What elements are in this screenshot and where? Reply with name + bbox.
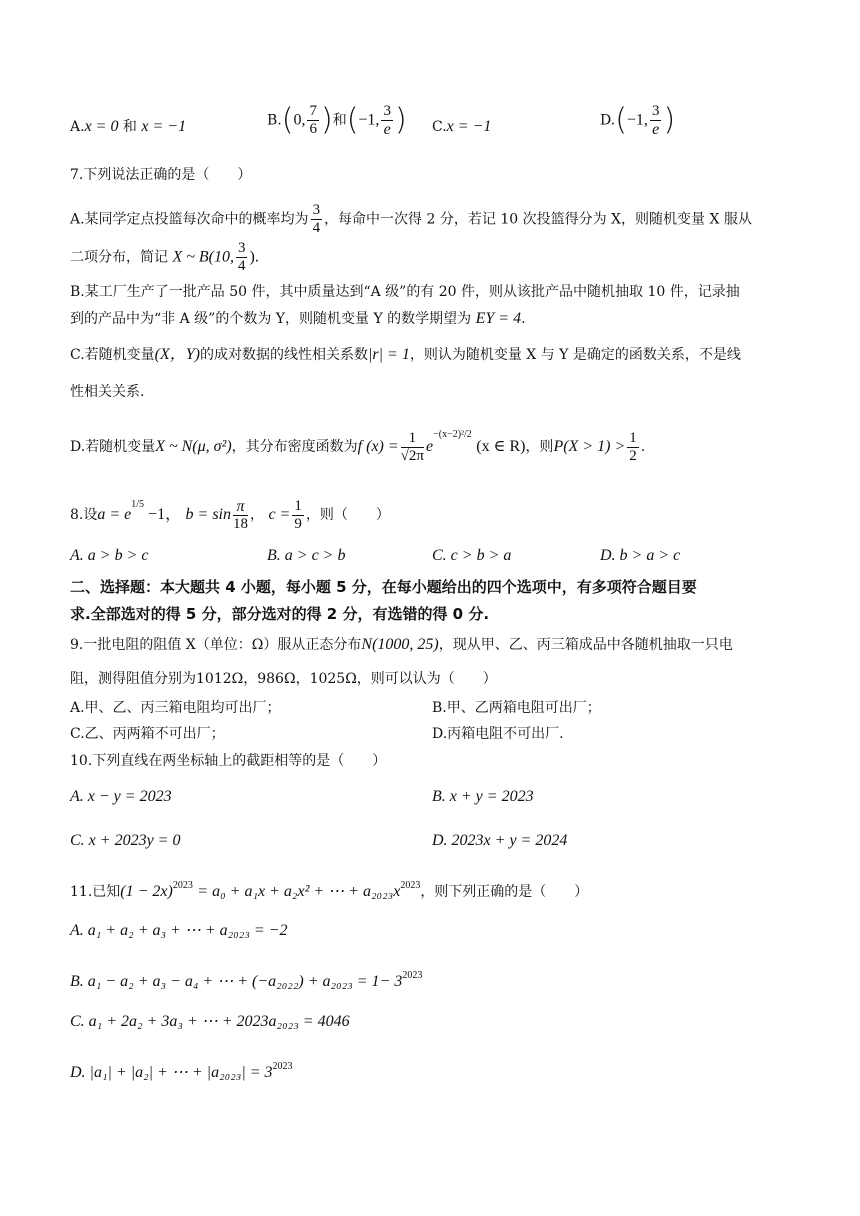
q7-a-pre: A.某同学定点投篮每次命中的概率均为 <box>70 211 309 228</box>
q7-d-exp: −(x−2)²/2 <box>433 429 472 440</box>
q11-lhs-exp: 2023 <box>172 880 193 891</box>
q6-d-label: D. <box>600 112 616 129</box>
q7-d-cond: (x ∈ R) <box>476 438 526 455</box>
q6-b-frac1 <box>307 103 319 138</box>
q7-c-math1: (X，Y) <box>154 346 201 363</box>
q8-post: ，则（ ） <box>305 507 390 523</box>
section-2-heading-line2: 求.全部选对的得 5 分，部分选对的得 2 分，有选错的得 0 分. <box>70 605 490 623</box>
q7-b2-pre: 到的产品中为“非 A 级”的个数为 Y，则随机变量 Y 的数学期望为 <box>70 311 472 327</box>
q7-d-frac <box>401 430 424 465</box>
q8-stem <box>70 496 390 533</box>
frac-num: 3 <box>383 103 391 119</box>
q7-stem: 7.下列说法正确的是（ ） <box>70 167 252 183</box>
q6-option-c <box>432 118 491 136</box>
frac-num: 7 <box>309 103 317 119</box>
q8-option-c: C. c > b > a <box>432 547 512 564</box>
q6-option-a <box>70 118 186 136</box>
q11-stem <box>70 877 588 901</box>
frac-num: π <box>233 498 248 516</box>
q6-a-join: 和 <box>122 119 137 135</box>
paren-close: ) <box>394 102 407 138</box>
q7-d-mid: ，其分布密度函数为 <box>231 439 358 455</box>
frac-num: 3 <box>312 202 321 218</box>
q8-a-def: a = e <box>97 506 132 523</box>
q9-option-a: A.甲、乙、丙三箱电阻均可出厂； <box>70 700 281 716</box>
q10-option-b: B. x + y = 2023 <box>432 788 534 805</box>
q6-d-frac <box>650 103 662 138</box>
q7-b2-math: EY = 4 <box>475 310 522 327</box>
frac-den: e <box>652 121 660 138</box>
frac-den: 9 <box>294 515 302 532</box>
frac-den: 4 <box>312 220 321 236</box>
q6-d-first: −1, <box>626 111 648 129</box>
paren-open: ( <box>615 102 627 138</box>
frac-num: 1 <box>629 429 637 446</box>
q7-c-math2: |r| = 1 <box>368 346 410 363</box>
frac-den: 6 <box>309 121 317 137</box>
q7-option-d <box>70 426 645 465</box>
q6-a-math2: x = −1 <box>141 118 187 135</box>
q7-option-a-line1 <box>70 202 752 237</box>
q8-option-a: A. a > b > c <box>70 547 149 564</box>
q11-lhs: (1 − 2x) <box>120 883 173 900</box>
q7-a2-frac <box>236 240 248 275</box>
q11-d-text: D. |a₁| + |a₂| + ⋯ + |a₂₀₂₃| = 3 <box>70 1064 273 1081</box>
q6-c-math: x = −1 <box>446 118 492 135</box>
q7-d-end: . <box>640 439 646 455</box>
q9-option-d: D.丙箱电阻不可出厂. <box>432 726 564 742</box>
q9-post: ，现从甲、乙、丙三箱成品中各随机抽取一只电 <box>438 637 733 653</box>
q6-option-b <box>267 103 407 138</box>
q6-b-p1: 0, <box>293 111 306 129</box>
frac-den: 18 <box>233 515 248 532</box>
q7-d-math2: P(X > 1) > <box>553 438 626 455</box>
q8-c-def: c = <box>268 506 291 523</box>
q11-option-d <box>70 1058 293 1082</box>
q7-d-pre: D.若随机变量 <box>70 439 156 455</box>
q8-b-def: b = sin <box>185 506 231 523</box>
q11-rhs-exp: 2023 <box>400 880 421 891</box>
q6-b-join: 和 <box>332 112 347 129</box>
q10-option-a: A. x − y = 2023 <box>70 788 172 805</box>
q7-option-b-line2 <box>70 310 526 328</box>
q7-a2-math: X ~ B(10, <box>172 248 234 266</box>
q10-option-d: D. 2023x + y = 2024 <box>432 832 568 849</box>
q7-c-post: ，则认为随机变量 X 与 Y 是确定的函数关系，不是线 <box>409 347 741 363</box>
q8-a-exp: 1/5 <box>131 499 145 510</box>
q7-d-frac2 <box>627 430 639 465</box>
q6-option-d <box>600 103 675 138</box>
q9-option-c: C.乙、丙两箱不可出厂； <box>70 726 225 742</box>
frac-num: 3 <box>651 103 660 119</box>
frac-num: 1 <box>294 497 302 514</box>
q11-d-exp: 2023 <box>272 1061 293 1072</box>
q11-option-b <box>70 967 422 991</box>
q10-stem: 10.下列直线在两坐标轴上的截距相等的是（ ） <box>70 753 387 769</box>
q6-b-p2: −1, <box>358 111 380 129</box>
frac-den: √2π <box>400 447 424 464</box>
q7-a2-close: ). <box>249 248 259 266</box>
q7-option-a-line2 <box>70 240 259 275</box>
q6-b-frac2 <box>381 103 393 138</box>
q6-b-label: B. <box>267 112 282 129</box>
q11-pre: 11.已知 <box>70 884 121 900</box>
q7-d-fx: f (x) = <box>357 438 399 455</box>
q6-a-label: A. <box>70 119 85 135</box>
frac-den: 2 <box>629 447 637 464</box>
q9-math: N(1000, 25) <box>361 636 439 653</box>
q11-option-c: C. a₁ + 2a₂ + 3a₃ + ⋯ + 2023a₂₀₂₃ = 4046 <box>70 1013 350 1030</box>
q7-d-math1: X ~ N(μ, σ²) <box>155 438 232 455</box>
q7-a-frac <box>311 202 323 237</box>
q11-rhs: = a₀ + a₁x + a₂x² + ⋯ + a₂₀₂₃x <box>197 883 401 900</box>
q9-pre: 9.一批电阻的阻值 X（单位：Ω）服从正态分布 <box>70 637 362 653</box>
q7-c-mid: 的成对数据的线性相关系数 <box>200 347 369 363</box>
q8-b-frac <box>233 498 248 533</box>
frac-num: 3 <box>237 240 246 256</box>
q8-option-b: B. a > c > b <box>267 547 346 564</box>
q8-c-frac <box>292 498 304 533</box>
q9-stem-line1 <box>70 636 733 654</box>
paren-open: ( <box>281 102 294 138</box>
frac-den: e <box>383 121 391 138</box>
frac-num: 1 <box>401 430 424 448</box>
paren-open: ( <box>346 102 359 138</box>
q11-b-text: B. a₁ − a₂ + a₃ − a₄ + ⋯ + (−a₂₀₂₂) + a₂₀₂₃ = 1− 3 <box>70 973 403 990</box>
section-2-heading-line1: 二、选择题：本大题共 4 小题，每小题 5 分，在每小题给出的四个选项中，有多项符合题目要 <box>70 578 697 596</box>
q7-b2-end: . <box>521 311 526 327</box>
q8-option-d: D. b > a > c <box>600 547 681 564</box>
q7-d-then: ，则 <box>525 439 554 455</box>
q7-a-post: ，每命中一次得 2 分，若记 10 次投篮得分为 X，则随机变量 X 服从 <box>324 211 752 228</box>
q8-a-tail: −1， <box>144 506 182 523</box>
q11-option-a: A. a₁ + a₂ + a₃ + ⋯ + a₂₀₂₃ = −2 <box>70 922 288 939</box>
q7-option-c-line1 <box>70 346 741 364</box>
q6-c-label: C. <box>432 119 447 135</box>
q11-b-exp: 2023 <box>402 970 423 981</box>
q7-option-c-line2: 性相关关系. <box>70 384 145 400</box>
q8-pre: 8.设 <box>70 507 98 523</box>
q7-c-pre: C.若随机变量 <box>70 347 155 363</box>
paren-close: ) <box>663 102 676 138</box>
q7-option-b-line1: B.某工厂生产了一批产品 50 件，其中质量达到“A 级”的有 20 件，则从该批产品中随机抽取 10 件，记录抽 <box>70 284 740 300</box>
q6-a-math1: x = 0 <box>84 118 119 135</box>
frac-den: 4 <box>237 258 246 274</box>
q8-sep: ， <box>250 507 264 523</box>
q11-post: ，则下列正确的是（ ） <box>420 884 589 900</box>
q7-d-e: e <box>425 438 434 455</box>
paren-close: ) <box>320 102 333 138</box>
q10-option-c: C. x + 2023y = 0 <box>70 832 181 849</box>
q9-stem-line2: 阻，测得阻值分别为1012Ω，986Ω，1025Ω，则可以认为（ ） <box>70 671 497 687</box>
q9-option-b: B.甲、乙两箱电阻可出厂； <box>432 700 601 716</box>
q7-a2-pre: 二项分布，简记 <box>70 249 168 266</box>
